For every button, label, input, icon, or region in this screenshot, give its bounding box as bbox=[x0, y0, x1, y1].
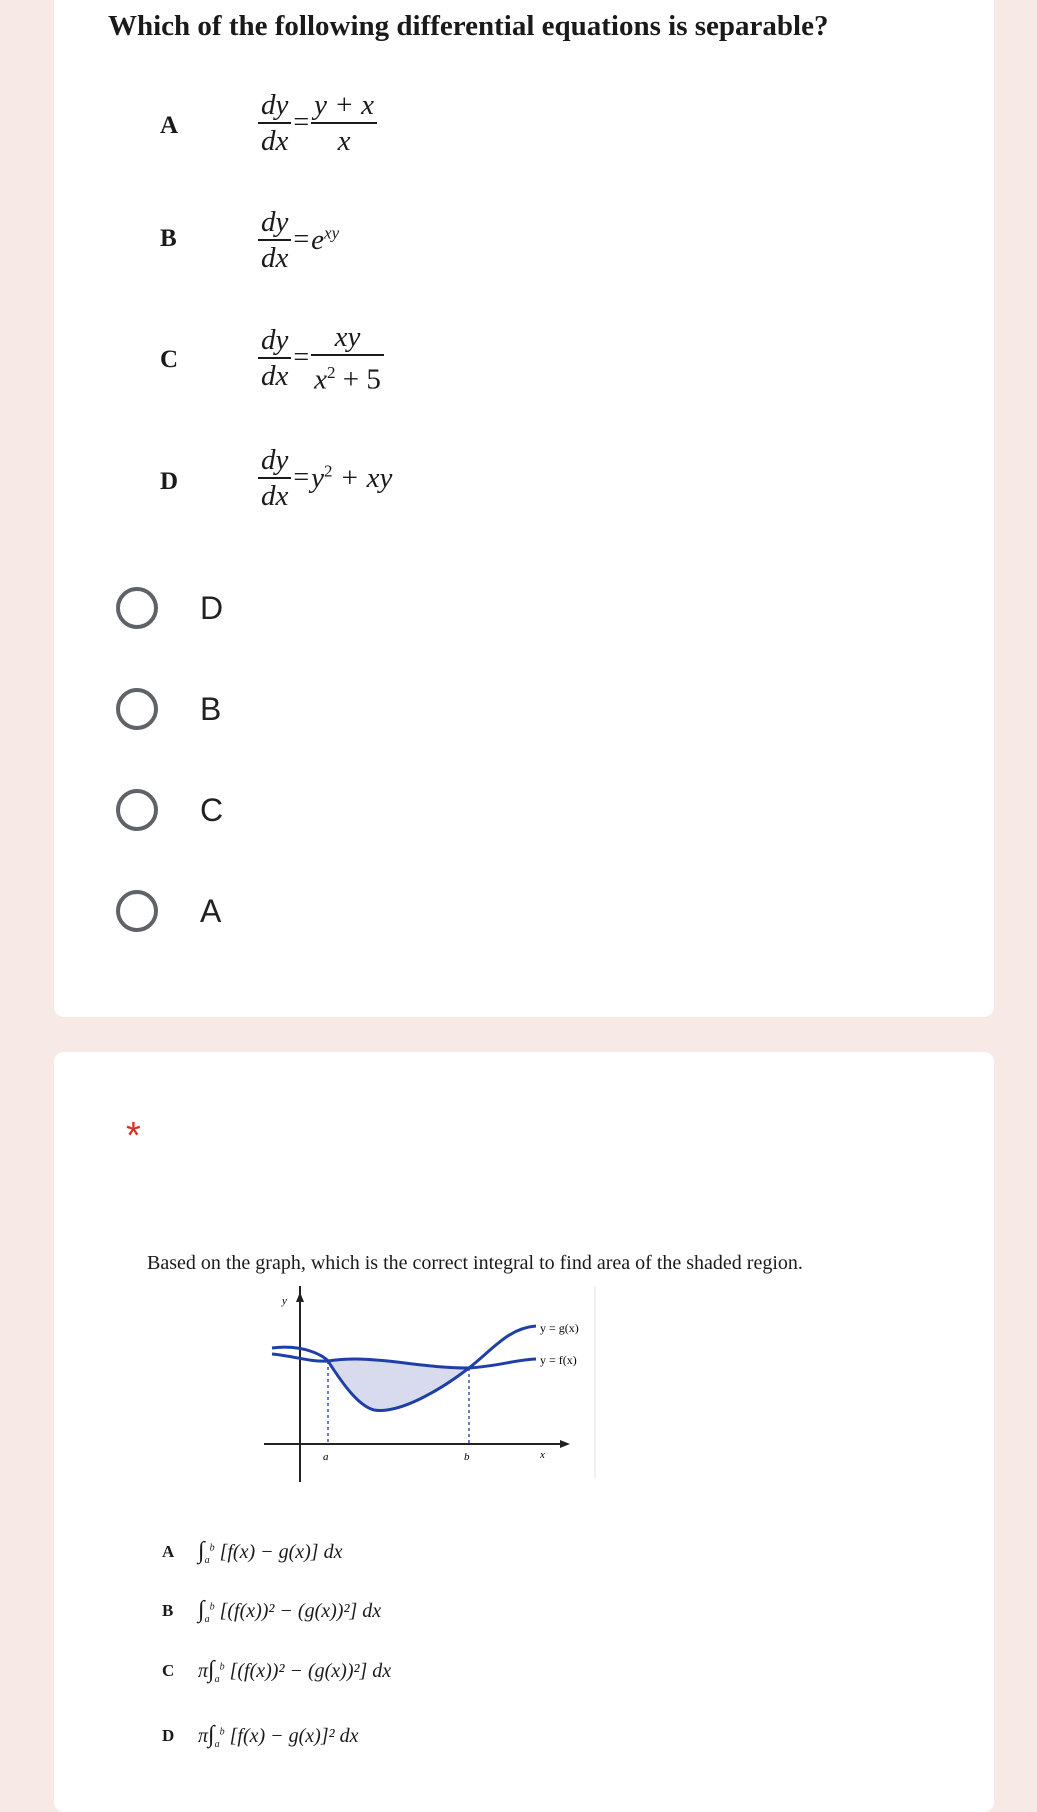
equation-c: $\frac{dy}{dx}$ = $\frac{xy}{x^2 + 5}$ bbox=[258, 320, 384, 397]
equation-a: $\frac{dy}{dx}$ = $\frac{y + x}{x}$ bbox=[258, 88, 377, 158]
option-letter-b: B bbox=[160, 225, 177, 252]
radio-button[interactable] bbox=[116, 890, 158, 932]
choice-label: C bbox=[200, 791, 224, 828]
y-axis-label: y bbox=[282, 1295, 287, 1307]
equation-d: $\frac{dy}{dx}$ $=y^2$ + xy bbox=[258, 443, 392, 513]
choice-b[interactable] bbox=[116, 684, 221, 734]
choice-d[interactable] bbox=[116, 583, 223, 633]
radio-button[interactable] bbox=[116, 688, 158, 730]
y-axis-arrow bbox=[296, 1292, 304, 1302]
integral-option-a: A $\int_a^b$ [f(x) − g(x)] dx bbox=[162, 1538, 343, 1566]
g-label: y = g(x) bbox=[540, 1321, 579, 1335]
choice-label: A bbox=[200, 892, 222, 929]
equation-b: $\frac{dy}{dx}$ $=e^{xy}$ bbox=[258, 205, 339, 275]
radio-button[interactable] bbox=[116, 789, 158, 831]
x-axis-arrow bbox=[560, 1440, 570, 1448]
option-letter-d: D bbox=[160, 468, 179, 495]
x-axis-label: x bbox=[540, 1449, 545, 1461]
choice-label: B bbox=[200, 690, 222, 727]
question-1-title: Which of the following differential equations is separable? bbox=[108, 10, 829, 42]
f-label: y = f(x) bbox=[540, 1353, 577, 1367]
integral-option-b: B $\int_a^b$ [(f(x))² − (g(x))²] dx bbox=[162, 1597, 382, 1625]
b-label: b bbox=[464, 1451, 470, 1463]
choice-label: D bbox=[200, 589, 224, 626]
radio-button[interactable] bbox=[116, 587, 158, 629]
choice-c[interactable] bbox=[116, 785, 223, 835]
required-asterisk: * bbox=[126, 1115, 141, 1157]
option-letter-a: A bbox=[160, 112, 179, 139]
a-label: a bbox=[323, 1451, 329, 1463]
option-letter-c: C bbox=[160, 346, 179, 373]
integral-option-d: D $\pi\int_a^b$ [f(x) − g(x)]² dx bbox=[162, 1722, 359, 1750]
choice-a[interactable] bbox=[116, 886, 221, 936]
integral-option-c: C $\pi\int_a^b$ [(f(x))² − (g(x))²] dx bbox=[162, 1657, 392, 1685]
question-2-text: Based on the graph, which is the correct integral to find area of the shaded region. bbox=[147, 1252, 803, 1274]
area-graph bbox=[264, 1286, 596, 1486]
question-card-1 bbox=[54, 0, 994, 1017]
